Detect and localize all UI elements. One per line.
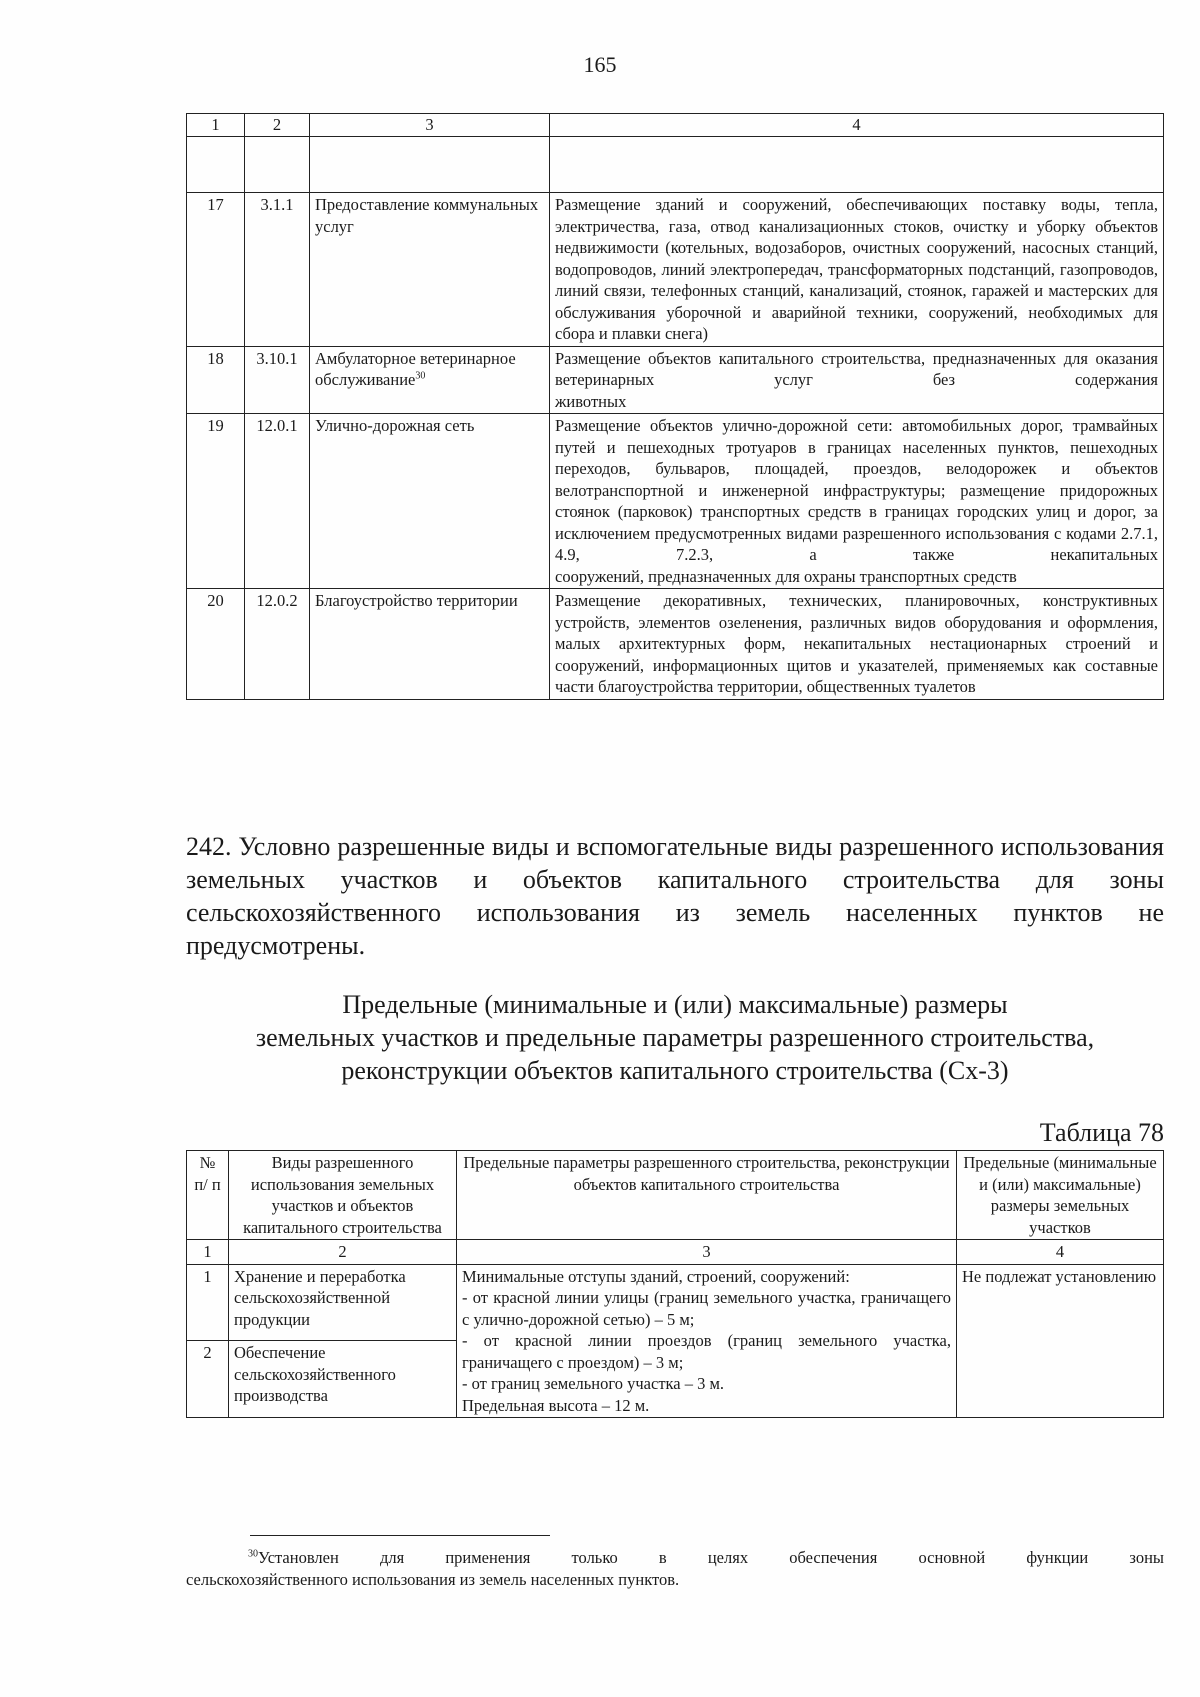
footnote-mark: 30 — [248, 1548, 258, 1560]
row-code: 3.10.1 — [245, 346, 310, 414]
table-row — [187, 414, 1164, 589]
param-line: Минимальные отступы зданий, строений, сооружений: — [462, 1266, 850, 1286]
parameters-table — [186, 1150, 1164, 1418]
table-row — [187, 346, 1164, 414]
index-cell: 3 — [457, 1240, 957, 1265]
section-heading — [186, 988, 1164, 1087]
row-description — [550, 346, 1164, 414]
table-row — [187, 589, 1164, 700]
header-cell: 2 — [245, 114, 310, 137]
row-name: Благоустройство территории — [310, 589, 550, 700]
land-use-table — [186, 113, 1164, 700]
desc-last-line: животных — [555, 391, 627, 411]
param-line: - от красной линии улицы (границ земельного участка, граничащего с улично-дорожной сетью) – 5 м; — [462, 1288, 951, 1329]
row-name: Предоставление коммунальных услуг — [310, 193, 550, 347]
row-number: 18 — [187, 346, 245, 414]
header-cell: № п/ п — [187, 1151, 229, 1240]
footnote-text: Установлен для применения только в целях обеспечения основной функции зоны — [258, 1548, 1164, 1567]
row-number: 20 — [187, 589, 245, 700]
footnote-separator — [250, 1535, 550, 1536]
table-caption: Таблица 78 — [1039, 1118, 1164, 1147]
index-cell: 2 — [229, 1240, 457, 1265]
index-row — [187, 1240, 1164, 1265]
page-number: 165 — [583, 52, 617, 77]
param-line: - от красной линии проездов (границ земельного участка, граничащего с проездом) – 3 м; — [462, 1331, 951, 1372]
row-name-text: Амбулаторное ветеринарное обслуживание — [315, 348, 516, 389]
footnote — [186, 1547, 1164, 1591]
table-header-row — [187, 1151, 1164, 1240]
table-row — [187, 193, 1164, 347]
empty-row — [187, 137, 1164, 193]
row-name: Обеспечение сельскохозяйственного производства — [229, 1341, 457, 1418]
desc-text: Размещение объектов улично-дорожной сети: автомобильных дорог, трамвайных путей и пешеходных тротуаров в границах населенных пунктов, пешеходных переходов, бульваров, площадей, проездов, велодорожек и объектов велотранспортной и инженерной инфраструктуры; размещение придорожных стоянок (парковок) транспортных средств в границах городских улиц и дорог, за исключением предусмотренных видами разрешенного использования с кодами 2.7.1, 4.9, 7.2.3, а также некапитальных — [555, 416, 1158, 564]
desc-last-line: сбора и плавки снега) — [555, 324, 709, 343]
row-name: Улично-дорожная сеть — [310, 414, 550, 589]
desc-text: Размещение зданий и сооружений, обеспечивающих поставку воды, тепла, электричества, газа, отвод канализационных стоков, очистку и уборку объектов недвижимости (котельных, водозаборов, очистных сооружений, насосных станций, водопроводов, линий электропередач, трансформаторных подстанций, газопроводов, линий связи, телефонных станций, канализаций, стоянок, гаражей и мастерских для обслуживания уборочной и аварийной техники, сооружений, необходимых для — [555, 195, 1158, 322]
row-name: Хранение и переработка сельскохозяйственной продукции — [229, 1264, 457, 1341]
desc-text: Размещение объектов капитального строительства, предназначенных для оказания ветеринарных услуг без содержания — [555, 348, 1158, 389]
heading-line: Предельные (минимальные и (или) максимальные) размеры — [342, 990, 1008, 1019]
index-cell: 1 — [187, 1240, 229, 1265]
heading-line: реконструкции объектов капитального строительства (Сх-3) — [341, 1056, 1009, 1085]
row-code: 12.0.2 — [245, 589, 310, 700]
row-number: 2 — [187, 1341, 229, 1418]
row-number: 19 — [187, 414, 245, 589]
footnote-text: сельскохозяйственного использования из земель населенных пунктов. — [186, 1570, 680, 1589]
row-code: 12.0.1 — [245, 414, 310, 589]
row-description — [550, 414, 1164, 589]
row-number: 17 — [187, 193, 245, 347]
footnote-line — [186, 1547, 1164, 1569]
row-name — [310, 346, 550, 414]
header-cell: Предельные параметры разрешенного строительства, реконструкции объектов капитального строительства — [457, 1151, 957, 1240]
params-cell — [457, 1264, 957, 1418]
header-cell: 1 — [187, 114, 245, 137]
row-code: 3.1.1 — [245, 193, 310, 347]
param-line: Предельная высота – 12 м. — [462, 1395, 650, 1415]
table-row — [187, 1264, 1164, 1341]
sizes-cell: Не подлежат установлению — [957, 1264, 1164, 1418]
header-cell: 3 — [310, 114, 550, 137]
header-cell: 4 — [550, 114, 1164, 137]
header-cell: Предельные (минимальные и (или) максимальные) размеры земельных участков — [957, 1151, 1164, 1240]
row-number: 1 — [187, 1264, 229, 1341]
row-description — [550, 193, 1164, 347]
param-line: - от границ земельного участка – 3 м. — [462, 1374, 725, 1393]
desc-last-line: части благоустройства территории, общественных туалетов — [555, 677, 976, 696]
table-header-row — [187, 114, 1164, 137]
row-description — [550, 589, 1164, 700]
desc-last-line: сооружений, предназначенных для охраны транспортных средств — [555, 566, 1017, 586]
heading-line: земельных участков и предельные параметры разрешенного строительства, — [255, 1023, 1095, 1052]
index-cell: 4 — [957, 1240, 1164, 1265]
paragraph-242: 242. Условно разрешенные виды и вспомогательные виды разрешенного использования земельных участков и объектов капитального строительства для зоны сельскохозяйственного использования из земель населенных пунктов не предусмотрены. — [186, 832, 1164, 960]
header-cell: Виды разрешенного использования земельных участков и объектов капитального строительства — [229, 1151, 457, 1240]
desc-text: Размещение декоративных, технических, планировочных, конструктивных устройств, элементов озеленения, различных видов оборудования и оформления, малых архитектурных форм, некапитальных нестационарных строений и сооружений, информационных щитов и указателей, применяемых как составные — [555, 591, 1158, 675]
footnote-ref: 30 — [415, 370, 426, 382]
